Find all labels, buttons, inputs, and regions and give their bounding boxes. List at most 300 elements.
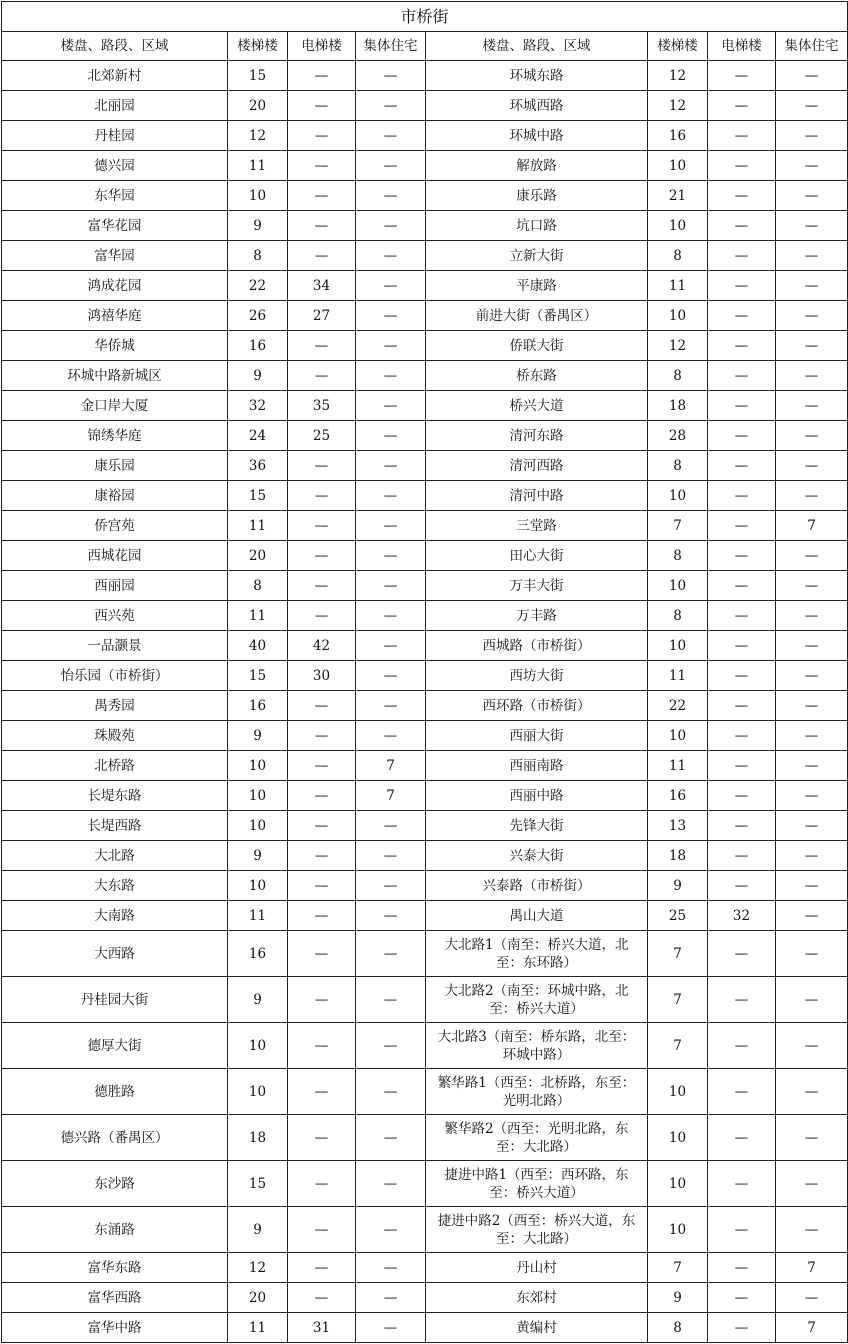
cell-right-elevator: —: [708, 931, 776, 977]
table-row: [2, 871, 848, 901]
cell-left-stair: 16: [228, 931, 288, 977]
cell-right-name: 捷进中路1（西至：西环路，东至：桥兴大道）: [426, 1161, 648, 1207]
cell-left-elevator: —: [288, 181, 356, 211]
cell-left-name: 丹桂园: [2, 121, 228, 151]
cell-right-collective: —: [776, 571, 848, 601]
cell-left-collective: —: [356, 1313, 426, 1343]
cell-left-name: 长堤东路: [2, 781, 228, 811]
cell-left-elevator: —: [288, 1207, 356, 1253]
cell-right-name: 清河中路: [426, 481, 648, 511]
cell-right-collective: —: [776, 301, 848, 331]
cell-right-name: 侨联大街: [426, 331, 648, 361]
cell-left-collective: —: [356, 811, 426, 841]
cell-left-stair: 9: [228, 361, 288, 391]
cell-left-collective: —: [356, 451, 426, 481]
cell-right-collective: —: [776, 691, 848, 721]
cell-left-collective: —: [356, 541, 426, 571]
cell-left-elevator: 27: [288, 301, 356, 331]
cell-right-stair: 7: [648, 977, 708, 1023]
table-row: [2, 931, 848, 977]
cell-right-stair: 10: [648, 1115, 708, 1161]
cell-right-name: 康乐路: [426, 181, 648, 211]
cell-right-collective: —: [776, 661, 848, 691]
cell-left-stair: 15: [228, 481, 288, 511]
table-row: [2, 211, 848, 241]
cell-right-name: 环城东路: [426, 61, 648, 91]
cell-left-name: 康裕园: [2, 481, 228, 511]
table-row: [2, 61, 848, 91]
cell-left-name: 环城中路新城区: [2, 361, 228, 391]
cell-left-name: 北桥路: [2, 751, 228, 781]
cell-left-stair: 8: [228, 571, 288, 601]
cell-right-stair: 10: [648, 481, 708, 511]
table-row: [2, 811, 848, 841]
cell-left-elevator: —: [288, 841, 356, 871]
cell-right-collective: —: [776, 181, 848, 211]
cell-left-collective: —: [356, 931, 426, 977]
cell-right-collective: —: [776, 91, 848, 121]
cell-left-stair: 15: [228, 61, 288, 91]
cell-left-elevator: —: [288, 91, 356, 121]
cell-left-name: 鸿成花园: [2, 271, 228, 301]
cell-right-stair: 8: [648, 361, 708, 391]
cell-right-elevator: —: [708, 571, 776, 601]
cell-left-name: 侨宫苑: [2, 511, 228, 541]
header-left-elevator: 电梯楼: [288, 32, 356, 61]
table-row: [2, 151, 848, 181]
cell-left-collective: —: [356, 511, 426, 541]
cell-left-collective: —: [356, 241, 426, 271]
cell-left-stair: 15: [228, 1161, 288, 1207]
cell-left-elevator: —: [288, 721, 356, 751]
table-row: [2, 271, 848, 301]
table-row: [2, 481, 848, 511]
cell-left-name: 大南路: [2, 901, 228, 931]
cell-right-stair: 10: [648, 571, 708, 601]
cell-left-elevator: —: [288, 151, 356, 181]
cell-right-stair: 8: [648, 541, 708, 571]
cell-right-stair: 8: [648, 241, 708, 271]
cell-right-collective: —: [776, 751, 848, 781]
cell-right-elevator: —: [708, 1069, 776, 1115]
cell-right-elevator: —: [708, 241, 776, 271]
cell-right-stair: 7: [648, 931, 708, 977]
cell-left-collective: —: [356, 91, 426, 121]
cell-left-elevator: —: [288, 1283, 356, 1313]
cell-right-name: 黄编村: [426, 1313, 648, 1343]
cell-right-collective: —: [776, 931, 848, 977]
cell-left-name: 大东路: [2, 871, 228, 901]
cell-left-stair: 11: [228, 151, 288, 181]
cell-left-stair: 10: [228, 181, 288, 211]
cell-left-name: 富华西路: [2, 1283, 228, 1313]
cell-right-collective: —: [776, 871, 848, 901]
cell-right-name: 桥兴大道: [426, 391, 648, 421]
cell-right-elevator: —: [708, 91, 776, 121]
cell-left-name: 德厚大街: [2, 1023, 228, 1069]
cell-right-name: 大北路2（南至：环城中路，北至：桥兴大道）: [426, 977, 648, 1023]
cell-left-elevator: —: [288, 1253, 356, 1283]
cell-left-elevator: —: [288, 1161, 356, 1207]
cell-right-elevator: —: [708, 511, 776, 541]
cell-right-elevator: —: [708, 781, 776, 811]
header-right-stair: 楼梯楼: [648, 32, 708, 61]
cell-left-stair: 18: [228, 1115, 288, 1161]
cell-left-stair: 9: [228, 211, 288, 241]
cell-left-collective: —: [356, 61, 426, 91]
cell-right-collective: —: [776, 451, 848, 481]
cell-left-name: 西城花园: [2, 541, 228, 571]
cell-right-name: 前进大街（番禺区）: [426, 301, 648, 331]
cell-right-stair: 22: [648, 691, 708, 721]
table-row: [2, 601, 848, 631]
table-row: [2, 511, 848, 541]
cell-left-collective: —: [356, 721, 426, 751]
cell-left-stair: 12: [228, 121, 288, 151]
cell-left-name: 富华东路: [2, 1253, 228, 1283]
cell-right-stair: 8: [648, 601, 708, 631]
table-row: [2, 121, 848, 151]
cell-right-collective: —: [776, 781, 848, 811]
cell-right-collective: —: [776, 61, 848, 91]
cell-right-collective: —: [776, 211, 848, 241]
cell-left-elevator: —: [288, 61, 356, 91]
cell-right-collective: —: [776, 361, 848, 391]
cell-right-elevator: —: [708, 1313, 776, 1343]
table-row: [2, 571, 848, 601]
cell-left-stair: 24: [228, 421, 288, 451]
cell-left-stair: 16: [228, 691, 288, 721]
cell-right-name: 环城中路: [426, 121, 648, 151]
table-row: [2, 1207, 848, 1253]
cell-right-stair: 18: [648, 391, 708, 421]
cell-right-stair: 10: [648, 1161, 708, 1207]
cell-left-stair: 11: [228, 1313, 288, 1343]
table-row: [2, 721, 848, 751]
cell-left-name: 北丽园: [2, 91, 228, 121]
cell-left-collective: —: [356, 1253, 426, 1283]
cell-right-name: 西环路（市桥街）: [426, 691, 648, 721]
cell-right-stair: 7: [648, 1023, 708, 1069]
cell-right-elevator: —: [708, 631, 776, 661]
cell-right-name: 万丰大街: [426, 571, 648, 601]
cell-right-collective: —: [776, 1069, 848, 1115]
cell-left-stair: 10: [228, 871, 288, 901]
cell-right-stair: 7: [648, 511, 708, 541]
cell-left-name: 金口岸大厦: [2, 391, 228, 421]
cell-right-name: 西丽南路: [426, 751, 648, 781]
cell-left-name: 康乐园: [2, 451, 228, 481]
cell-right-name: 三堂路: [426, 511, 648, 541]
table-row: [2, 1115, 848, 1161]
cell-left-name: 大北路: [2, 841, 228, 871]
cell-right-name: 先锋大街: [426, 811, 648, 841]
cell-right-elevator: —: [708, 211, 776, 241]
cell-right-stair: 7: [648, 1253, 708, 1283]
cell-right-name: 繁华路2（西至：光明北路，东至：大北路）: [426, 1115, 648, 1161]
cell-left-collective: —: [356, 631, 426, 661]
table-row: [2, 541, 848, 571]
cell-left-stair: 22: [228, 271, 288, 301]
cell-left-elevator: —: [288, 241, 356, 271]
cell-right-collective: —: [776, 121, 848, 151]
table-row: [2, 841, 848, 871]
cell-left-collective: —: [356, 331, 426, 361]
cell-right-name: 解放路: [426, 151, 648, 181]
cell-right-name: 环城西路: [426, 91, 648, 121]
cell-left-elevator: 30: [288, 661, 356, 691]
table-row: [2, 391, 848, 421]
cell-right-elevator: —: [708, 1253, 776, 1283]
cell-left-name: 富华中路: [2, 1313, 228, 1343]
cell-left-elevator: —: [288, 781, 356, 811]
cell-left-stair: 16: [228, 331, 288, 361]
cell-left-stair: 10: [228, 751, 288, 781]
cell-left-collective: —: [356, 391, 426, 421]
cell-right-name: 丹山村: [426, 1253, 648, 1283]
cell-left-elevator: —: [288, 1023, 356, 1069]
cell-left-collective: —: [356, 1283, 426, 1313]
cell-right-collective: —: [776, 601, 848, 631]
cell-left-collective: —: [356, 181, 426, 211]
cell-right-elevator: —: [708, 721, 776, 751]
cell-left-collective: —: [356, 421, 426, 451]
cell-right-name: 西丽大街: [426, 721, 648, 751]
cell-left-collective: —: [356, 1023, 426, 1069]
cell-right-name: 田心大街: [426, 541, 648, 571]
cell-left-collective: —: [356, 1115, 426, 1161]
cell-right-elevator: —: [708, 811, 776, 841]
cell-left-elevator: —: [288, 361, 356, 391]
cell-right-stair: 18: [648, 841, 708, 871]
cell-left-collective: —: [356, 661, 426, 691]
cell-right-stair: 11: [648, 271, 708, 301]
cell-right-elevator: —: [708, 301, 776, 331]
table-row: [2, 661, 848, 691]
cell-left-name: 大西路: [2, 931, 228, 977]
cell-left-name: 德兴园: [2, 151, 228, 181]
cell-left-name: 东华园: [2, 181, 228, 211]
cell-left-elevator: —: [288, 121, 356, 151]
cell-right-elevator: —: [708, 541, 776, 571]
table-row: [2, 631, 848, 661]
cell-right-stair: 10: [648, 631, 708, 661]
cell-left-collective: 7: [356, 781, 426, 811]
cell-right-collective: —: [776, 721, 848, 751]
cell-left-collective: —: [356, 901, 426, 931]
cell-left-collective: —: [356, 871, 426, 901]
cell-left-stair: 15: [228, 661, 288, 691]
cell-left-name: 鸿禧华庭: [2, 301, 228, 331]
cell-right-collective: —: [776, 1207, 848, 1253]
cell-right-elevator: —: [708, 1161, 776, 1207]
table-row: [2, 451, 848, 481]
cell-right-elevator: —: [708, 601, 776, 631]
cell-right-stair: 10: [648, 211, 708, 241]
cell-left-elevator: —: [288, 481, 356, 511]
cell-left-stair: 36: [228, 451, 288, 481]
cell-right-stair: 9: [648, 871, 708, 901]
cell-right-stair: 10: [648, 301, 708, 331]
cell-left-stair: 10: [228, 811, 288, 841]
table-row: [2, 331, 848, 361]
cell-left-stair: 32: [228, 391, 288, 421]
cell-left-elevator: —: [288, 977, 356, 1023]
cell-right-collective: —: [776, 331, 848, 361]
cell-left-stair: 11: [228, 511, 288, 541]
cell-right-collective: —: [776, 841, 848, 871]
cell-right-stair: 13: [648, 811, 708, 841]
cell-right-name: 兴泰大街: [426, 841, 648, 871]
cell-left-name: 德兴路（番禺区）: [2, 1115, 228, 1161]
cell-right-collective: —: [776, 391, 848, 421]
cell-right-stair: 21: [648, 181, 708, 211]
cell-right-collective: 7: [776, 1253, 848, 1283]
cell-left-collective: —: [356, 1161, 426, 1207]
title-row: [2, 2, 848, 32]
cell-left-stair: 9: [228, 841, 288, 871]
cell-right-collective: —: [776, 241, 848, 271]
cell-left-name: 怡乐园（市桥街）: [2, 661, 228, 691]
cell-left-name: 德胜路: [2, 1069, 228, 1115]
cell-right-name: 立新大街: [426, 241, 648, 271]
cell-right-elevator: —: [708, 361, 776, 391]
cell-left-elevator: 25: [288, 421, 356, 451]
cell-left-name: 珠殿苑: [2, 721, 228, 751]
cell-right-elevator: —: [708, 841, 776, 871]
cell-left-name: 华侨城: [2, 331, 228, 361]
cell-left-stair: 9: [228, 977, 288, 1023]
table-row: [2, 1283, 848, 1313]
cell-left-elevator: 31: [288, 1313, 356, 1343]
header-right-elevator: 电梯楼: [708, 32, 776, 61]
cell-right-collective: —: [776, 901, 848, 931]
cell-left-stair: 11: [228, 601, 288, 631]
cell-left-stair: 20: [228, 91, 288, 121]
table-row: [2, 977, 848, 1023]
cell-right-collective: 7: [776, 1313, 848, 1343]
cell-right-elevator: —: [708, 481, 776, 511]
cell-right-collective: —: [776, 977, 848, 1023]
cell-left-stair: 20: [228, 1283, 288, 1313]
cell-right-stair: 16: [648, 121, 708, 151]
cell-right-name: 禺山大道: [426, 901, 648, 931]
cell-left-collective: —: [356, 121, 426, 151]
cell-right-elevator: —: [708, 977, 776, 1023]
cell-left-collective: —: [356, 841, 426, 871]
cell-right-collective: —: [776, 1115, 848, 1161]
cell-left-stair: 10: [228, 781, 288, 811]
cell-left-name: 一品灏景: [2, 631, 228, 661]
cell-right-stair: 16: [648, 781, 708, 811]
cell-left-collective: —: [356, 691, 426, 721]
cell-right-stair: 28: [648, 421, 708, 451]
cell-right-collective: —: [776, 481, 848, 511]
cell-left-stair: 40: [228, 631, 288, 661]
cell-left-elevator: —: [288, 451, 356, 481]
cell-right-stair: 11: [648, 661, 708, 691]
cell-left-elevator: —: [288, 751, 356, 781]
cell-right-stair: 10: [648, 151, 708, 181]
cell-left-elevator: —: [288, 211, 356, 241]
table-row: [2, 691, 848, 721]
cell-right-elevator: —: [708, 1283, 776, 1313]
cell-right-collective: —: [776, 151, 848, 181]
cell-right-stair: 10: [648, 721, 708, 751]
page-title: 市桥街: [2, 2, 848, 32]
header-row: [2, 32, 848, 61]
cell-left-stair: 10: [228, 1069, 288, 1115]
table-row: [2, 361, 848, 391]
cell-left-collective: —: [356, 361, 426, 391]
table-row: [2, 1069, 848, 1115]
cell-right-collective: —: [776, 1161, 848, 1207]
header-left-collective: 集体住宅: [356, 32, 426, 61]
cell-left-elevator: 34: [288, 271, 356, 301]
table-row: [2, 181, 848, 211]
cell-right-stair: 9: [648, 1283, 708, 1313]
cell-right-name: 桥东路: [426, 361, 648, 391]
cell-left-stair: 11: [228, 901, 288, 931]
cell-right-elevator: —: [708, 121, 776, 151]
cell-right-stair: 12: [648, 91, 708, 121]
cell-left-stair: 12: [228, 1253, 288, 1283]
cell-right-name: 兴泰路（市桥街）: [426, 871, 648, 901]
cell-left-elevator: 42: [288, 631, 356, 661]
cell-left-collective: —: [356, 1207, 426, 1253]
cell-left-elevator: —: [288, 691, 356, 721]
cell-left-name: 西兴苑: [2, 601, 228, 631]
cell-right-collective: —: [776, 811, 848, 841]
cell-right-collective: —: [776, 421, 848, 451]
table-row: [2, 901, 848, 931]
cell-right-elevator: —: [708, 871, 776, 901]
cell-right-name: 西坊大街: [426, 661, 648, 691]
cell-left-elevator: —: [288, 541, 356, 571]
cell-right-name: 平康路: [426, 271, 648, 301]
cell-left-elevator: —: [288, 1069, 356, 1115]
cell-left-collective: —: [356, 271, 426, 301]
cell-left-collective: —: [356, 481, 426, 511]
cell-left-name: 西丽园: [2, 571, 228, 601]
table-row: [2, 751, 848, 781]
cell-right-elevator: —: [708, 691, 776, 721]
header-right-name: 楼盘、路段、区域: [426, 32, 648, 61]
cell-left-stair: 9: [228, 1207, 288, 1253]
cell-right-stair: 12: [648, 61, 708, 91]
cell-right-name: 万丰路: [426, 601, 648, 631]
cell-right-stair: 25: [648, 901, 708, 931]
cell-right-name: 西丽中路: [426, 781, 648, 811]
cell-left-collective: —: [356, 977, 426, 1023]
cell-right-elevator: —: [708, 661, 776, 691]
cell-left-elevator: —: [288, 571, 356, 601]
cell-right-stair: 12: [648, 331, 708, 361]
residential-table: [1, 1, 848, 1343]
table-row: [2, 91, 848, 121]
cell-right-name: 坑口路: [426, 211, 648, 241]
cell-right-collective: —: [776, 271, 848, 301]
cell-left-stair: 9: [228, 721, 288, 751]
cell-left-stair: 8: [228, 241, 288, 271]
cell-right-collective: —: [776, 541, 848, 571]
cell-right-name: 大北路3（南至：桥东路，北至：环城中路）: [426, 1023, 648, 1069]
cell-right-elevator: —: [708, 1207, 776, 1253]
cell-left-name: 锦绣华庭: [2, 421, 228, 451]
cell-right-name: 清河西路: [426, 451, 648, 481]
cell-left-collective: —: [356, 211, 426, 241]
cell-left-collective: —: [356, 301, 426, 331]
